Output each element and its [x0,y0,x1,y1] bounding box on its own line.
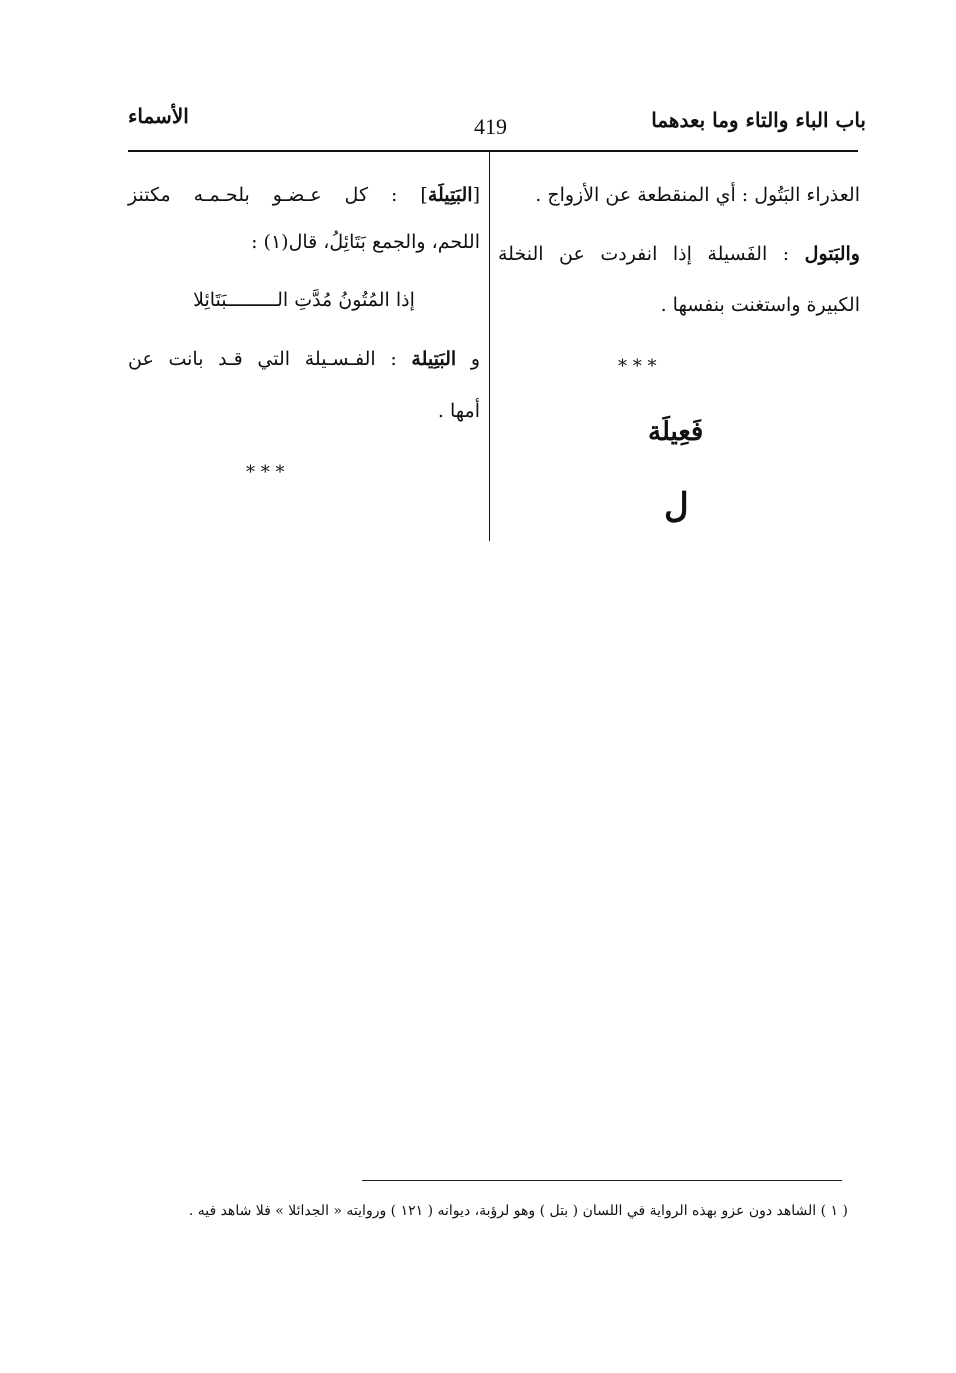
entry-definition: : الفَسيلة إذا انفردت عن النخلة [498,243,805,265]
left-line-1 [128,186,480,205]
footnote-rule [362,1180,842,1181]
right-line-2 [498,245,860,264]
section-separator-right: * * * [618,356,657,377]
right-line-3: الكبيرة واستغنت بنفسها . [660,294,860,316]
page-number: 419 [474,114,507,139]
left-line-4 [128,350,480,369]
entry-definition: : الفـسـيلة التي قـد بانت عن [128,348,412,370]
left-line-2: اللحم، والجمع بَتَائِلُ، قال(١) : [251,231,480,253]
pattern-heading: فَعِيلَة [648,417,704,447]
header-rule [128,150,858,152]
section-separator-left: * * * [246,462,285,483]
footnote: ( ١ ) الشاهد دون عزو بهذه الرواية في اللسان ( بتل ) وهو لرؤبة، ديوانه ( ١٢١ ) وروايته « الجدائلا » فلا شاهد فيه . [188,1203,848,1219]
left-line-5: أمها . [437,400,480,422]
entry-term: البَتِيلَة [427,184,473,206]
section-header: الأسماء [128,104,189,128]
bracket-open: [ [472,184,480,206]
entry-definition: ] : كل عـضـو بلحـمـه مكتنز [128,184,428,206]
conjunction: و [456,348,480,370]
entry-term: البَتِيلة [411,348,457,370]
chapter-header: باب الباء والتاء وما بعدهما [651,108,866,132]
letter-heading: ل [664,486,689,526]
entry-term: والبَتول [804,243,860,265]
right-line-1: العذراء البَتُول : أي المنقطعة عن الأزواج . [535,184,860,206]
verse-line: إذا المُتُونُ مُدَّتِ الـــــــــبَتَائِلا [193,289,415,311]
column-divider [489,151,490,541]
